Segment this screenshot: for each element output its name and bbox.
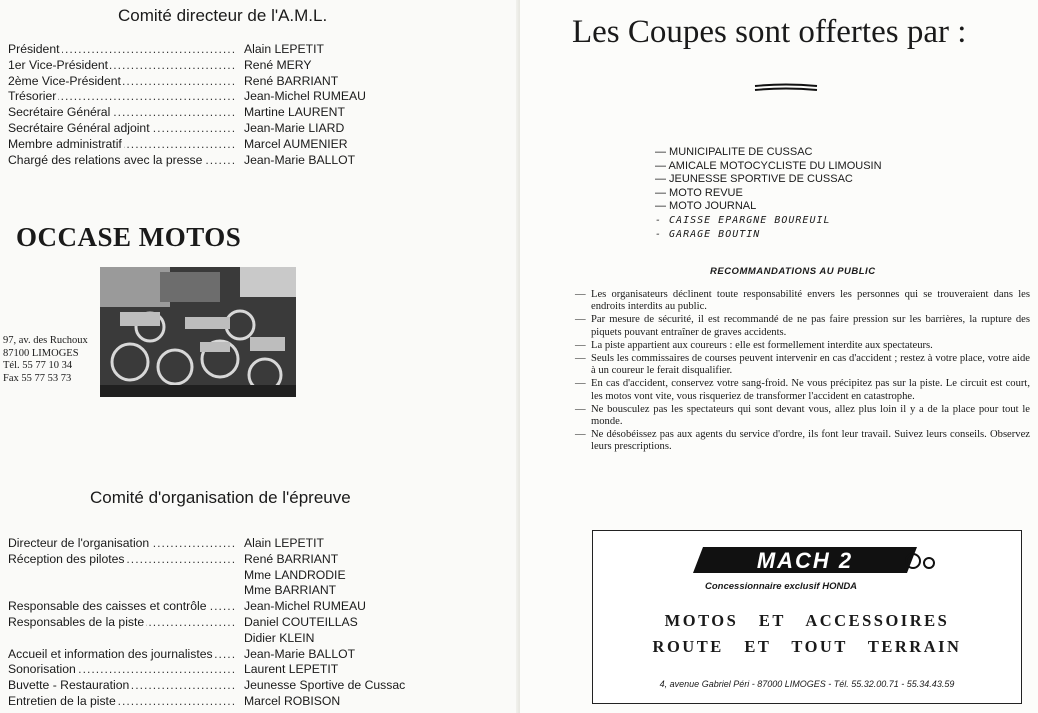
role-label <box>8 121 236 137</box>
person-name: Mme BARRIANT <box>244 583 337 598</box>
list-row <box>8 583 405 599</box>
person-name: Martine LAURENT <box>244 105 345 120</box>
person-name: Alain LEPETIT <box>244 536 324 550</box>
recommendation-item: — La piste appartient aux coureurs : elle est formellement interdite aux spectateurs. <box>575 340 1030 352</box>
person-name: Jean-Michel RUMEAU <box>244 599 366 614</box>
role-label <box>8 89 236 105</box>
role-label <box>8 615 236 631</box>
person-name: Marcel ROBISON <box>244 693 341 708</box>
committee-title: Comité directeur de l'A.M.L. <box>118 6 328 25</box>
list-row <box>8 694 405 710</box>
recommendation-item: — Ne bousculez pas les spectateurs qui sont devant vous, allez plus loin il y a de la place pour tout le monde. <box>575 404 1030 428</box>
recommendation-item: — Seuls les commissaires de courses peuvent intervenir en cas d'accident ; restez à votre place, votre aide à un coureur le ferait disqualifier. <box>575 353 1030 377</box>
mach2-logo <box>685 545 935 575</box>
person-name: Jean-Marie LIARD <box>244 120 345 135</box>
phone-line: Tél. 55 77 10 34 <box>3 360 73 371</box>
role-text: Président <box>8 42 60 56</box>
organisation-list <box>8 536 405 710</box>
sponsor-item: — JEUNESSE SPORTIVE DE CUSSAC <box>655 173 853 186</box>
list-row <box>8 536 405 552</box>
person-name: Jean-Marie BALLOT <box>244 646 356 661</box>
role-text: Responsables de la piste <box>8 614 145 629</box>
address-line: 87100 LIMOGES <box>3 347 79 359</box>
ad-line-2: ROUTE ET TOUT TERRAIN <box>652 637 962 656</box>
role-text: Trésorier <box>8 89 57 104</box>
list-row <box>8 137 366 153</box>
mach2-advert <box>592 530 1022 704</box>
role-text: Responsable des caisses et contrôle <box>8 599 207 614</box>
list-row <box>8 105 366 121</box>
motorcycle-shop-photo <box>100 267 296 397</box>
role-label <box>8 536 236 552</box>
person-name: Jean-Marie BALLOT <box>244 152 356 167</box>
role-text: Membre administratif <box>8 136 122 151</box>
list-row <box>8 58 366 74</box>
role-label <box>8 137 236 153</box>
person-name: René BARRIANT <box>244 551 339 566</box>
list-row <box>8 615 405 631</box>
show-through-text <box>330 208 334 225</box>
sponsor-handwritten: - GARAGE BOUTIN <box>655 228 761 240</box>
sponsor-handwritten: - CAISSE EPARGNE BOUREUIL <box>655 214 831 226</box>
person-name: Laurent LEPETIT <box>244 662 339 677</box>
sponsor-list <box>655 146 882 241</box>
role-label <box>8 678 236 694</box>
organisation-title: Comité d'organisation de l'épreuve <box>90 488 351 507</box>
list-row <box>8 599 405 615</box>
person-name: Alain LEPETIT <box>244 42 324 56</box>
recommendation-item: — Par mesure de sécurité, il est recommandé de ne pas faire pression sur les barrières, la rupture des piquets pouvant entraîner de graves accidents. <box>575 314 1030 338</box>
mach2-logo-text: MACH 2 <box>756 548 854 573</box>
person-name: Jeunesse Sportive de Cussac <box>244 678 406 693</box>
role-text: 2ème Vice-Président <box>8 73 121 88</box>
recommendation-item: — En cas d'accident, conservez votre sang-froid. Ne vous précipitez pas sur la piste. Le circuit est court, les motos vont vite, vous risqueriez de transformer l'accident en catastrophe. <box>575 378 1030 402</box>
list-row <box>8 662 405 678</box>
list-row <box>8 568 405 584</box>
role-label <box>8 552 236 568</box>
recommendations-list <box>575 289 1030 455</box>
sponsor-item: — MOTO REVUE <box>655 186 743 199</box>
sponsor-item: — AMICALE MOTOCYCLISTE DU LIMOUSIN <box>655 159 882 172</box>
title-underline <box>753 83 819 93</box>
role-text: Entretien de la piste <box>8 693 116 708</box>
occase-address <box>3 335 88 385</box>
role-label <box>8 694 236 710</box>
role-text: 1er Vice-Président <box>8 57 109 72</box>
list-row <box>8 153 366 169</box>
role-label <box>8 74 236 90</box>
list-row <box>8 552 405 568</box>
committee-list <box>8 42 366 168</box>
right-page <box>520 0 1038 713</box>
person-name: René BARRIANT <box>244 73 339 88</box>
role-text: Buvette - Restauration <box>8 678 130 693</box>
role-label <box>8 647 236 663</box>
role-text: Chargé des relations avec la presse <box>8 152 203 167</box>
honda-dealer-tagline: Concessionnaire exclusif HONDA <box>705 581 858 592</box>
fax-line: Fax 55 77 53 73 <box>3 372 72 384</box>
sponsor-item: — MOTO JOURNAL <box>655 200 757 213</box>
occase-title: OCCASE MOTOS <box>16 222 242 252</box>
role-label <box>8 153 236 169</box>
role-text: Sonorisation <box>8 662 76 677</box>
list-row <box>8 42 366 58</box>
person-name: Mme LANDRODIE <box>244 567 346 582</box>
role-label <box>8 105 236 121</box>
role-label <box>8 599 236 615</box>
role-text: Accueil et information des journalistes <box>8 646 213 661</box>
role-text: Secrétaire Général <box>8 105 111 120</box>
sponsor-item: — MUNICIPALITE DE CUSSAC <box>655 146 813 158</box>
ad-line-1: MOTOS ET ACCESSOIRES <box>664 611 950 630</box>
cups-title: Les Coupes sont offertes par : <box>572 14 967 50</box>
list-row <box>8 121 366 137</box>
recommendation-item: — Ne désobéissez pas aux agents du service d'ordre, ils font leur travail. Suivez leurs conseils. Observez leurs prescriptions. <box>575 429 1030 453</box>
recommendations-title: RECOMMANDATIONS AU PUBLIC <box>710 266 876 277</box>
person-name: Jean-Michel RUMEAU <box>244 89 366 104</box>
recommendation-item: — Les organisateurs déclinent toute responsabilité envers les personnes qui se trouveraient dans les endroits interdits au public. <box>575 289 1030 313</box>
list-row <box>8 631 405 647</box>
ad-address: 4, avenue Gabriel Péri - 87000 LIMOGES - Tél. 55.32.00.71 - 55.34.43.59 <box>659 679 955 689</box>
person-name: René MERY <box>244 57 312 72</box>
person-name: Marcel AUMENIER <box>244 136 348 151</box>
role-text: Directeur de l'organisation <box>8 536 150 550</box>
role-text: Secrétaire Général adjoint <box>8 120 150 135</box>
list-row <box>8 74 366 90</box>
list-row <box>8 647 405 663</box>
list-row <box>8 678 405 694</box>
person-name: Daniel COUTEILLAS <box>244 614 358 629</box>
role-label <box>8 662 236 678</box>
person-name: Didier KLEIN <box>244 630 315 645</box>
role-label <box>8 58 236 74</box>
address-line: 97, av. des Ruchoux <box>3 335 88 346</box>
list-row <box>8 89 366 105</box>
role-label <box>8 42 236 58</box>
role-text: Réception des pilotes <box>8 551 125 566</box>
